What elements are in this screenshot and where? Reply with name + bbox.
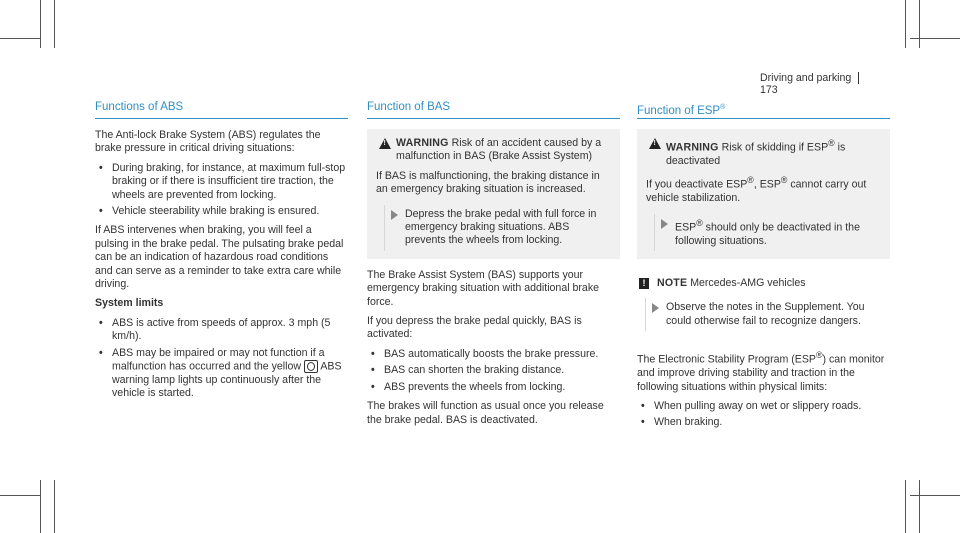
- list-item: • ABS prevents the wheels from locking.: [371, 380, 566, 393]
- warning-triangle-icon: [649, 138, 661, 149]
- warning-title: Risk of an accident caused by a malfunction in BAS (Brake Assist System): [396, 137, 602, 163]
- bullet: •: [371, 364, 375, 377]
- bas-paragraph-2: If you depress the brake pedal quickly, BAS is activated:: [367, 315, 582, 341]
- header-divider: [858, 72, 859, 84]
- system-limits-heading: System limits: [95, 297, 164, 310]
- list-item: • BAS can shorten the braking distance.: [371, 364, 565, 377]
- step-arrow-icon: [391, 210, 398, 220]
- crop-mark: [54, 0, 55, 48]
- bullet: •: [99, 316, 103, 329]
- list-item: • Vehicle steerability while braking is ensured.: [99, 205, 320, 218]
- warning-text: If BAS is malfunctioning, the braking distance in an emergency braking situation is increased.: [376, 169, 600, 196]
- column-esp: [637, 101, 890, 436]
- bas-paragraph-1: The Brake Assist System (BAS) supports your emergency braking situation with additional brake force.: [367, 268, 600, 308]
- list-item: • ABS is active from speeds of approx. 3 mph (5 km/h).: [99, 316, 331, 343]
- abs-bullets: [95, 162, 348, 219]
- warning-text: If you deactivate ESP®, ESP® cannot carry out vehicle stabilization.: [646, 175, 867, 205]
- esp-bullets: [637, 400, 890, 430]
- section-title-abs: Functions of ABS: [95, 101, 348, 119]
- note-title: Mercedes-AMG vehicles: [690, 277, 806, 290]
- bas-bullets: [367, 348, 620, 394]
- column-abs: [95, 101, 348, 407]
- crop-mark: [910, 495, 960, 496]
- warning-label: WARNING: [396, 137, 449, 149]
- list-item: • When braking.: [641, 416, 723, 429]
- section-title-esp: Function of ESP®: [637, 101, 890, 119]
- abs-paragraph: If ABS intervenes when braking, you will feel a pulsing in the brake pedal. The pulsating brake pedal can be an indication of hazardous road conditions and can serve as a reminder to take extra care while driving.: [95, 224, 344, 291]
- page-number: 173: [760, 84, 778, 97]
- list-item: • ABS may be impaired or may not function if a malfunction has occurred and the yellow ABS warning lamp lights up continuously after the vehicle is started.: [99, 346, 342, 400]
- bas-paragraph-3: The brakes will function as usual once you release the brake pedal. BAS is deactivated.: [367, 400, 604, 426]
- crop-mark: [0, 495, 40, 496]
- crop-mark: [40, 480, 41, 533]
- bullet: •: [641, 400, 645, 412]
- crop-mark: [54, 480, 55, 533]
- bullet: •: [371, 347, 375, 360]
- list-item: • BAS automatically boosts the brake pressure.: [371, 347, 599, 360]
- abs-warning-lamp-icon: [304, 360, 318, 373]
- crop-mark: [919, 480, 920, 533]
- warning-triangle-icon: [379, 138, 391, 149]
- warning-heading: [376, 137, 612, 164]
- instruction-step: Observe the notes in the Supplement. You could otherwise fail to recognize dangers.: [645, 298, 882, 331]
- crop-mark: [905, 0, 906, 48]
- instruction-step: ESP® should only be deactivated in the following situations.: [654, 214, 882, 251]
- step-arrow-icon: [652, 303, 659, 313]
- bullet: •: [99, 161, 103, 174]
- bullet: •: [641, 416, 645, 429]
- list-item: • During braking, for instance, at maximum full-stop braking or if there is insufficient tire traction, the wheels are prevented from locking.: [99, 161, 346, 201]
- note-box-amg: [637, 269, 890, 339]
- esp-paragraph: The Electronic Stability Program (ESP®) can monitor and improve driving stability and traction in the following situations within physical limits:: [637, 350, 885, 393]
- note-label: NOTE: [657, 277, 688, 290]
- warning-label: WARNING: [666, 141, 719, 154]
- crop-mark: [910, 38, 960, 39]
- warning-box-esp: [637, 129, 890, 259]
- note-heading: [637, 277, 882, 290]
- crop-mark: [40, 0, 41, 48]
- bullet: •: [371, 380, 375, 393]
- header-section: Driving and parking: [760, 72, 852, 84]
- crop-mark: [0, 38, 40, 39]
- running-header: [760, 72, 865, 96]
- step-arrow-icon: [661, 219, 668, 229]
- limits-bullets: [95, 317, 348, 401]
- crop-mark: [905, 480, 906, 533]
- section-title-bas: Function of BAS: [367, 101, 620, 119]
- warning-heading: ! WARNING Risk of skidding if ESP® is deactivated: [646, 137, 882, 168]
- crop-mark: [919, 0, 920, 48]
- list-item: • When pulling away on wet or slippery roads.: [641, 400, 862, 412]
- warning-box-bas: [367, 129, 620, 259]
- note-exclamation-icon: !: [639, 278, 649, 289]
- bullet: •: [99, 205, 103, 218]
- abs-intro: The Anti-lock Brake System (ABS) regulates the brake pressure in critical driving situations:: [95, 129, 321, 155]
- bullet: •: [99, 346, 103, 359]
- instruction-step: Depress the brake pedal with full force in emergency braking situations. ABS prevents the wheels from locking.: [384, 205, 612, 251]
- column-bas: [367, 101, 620, 433]
